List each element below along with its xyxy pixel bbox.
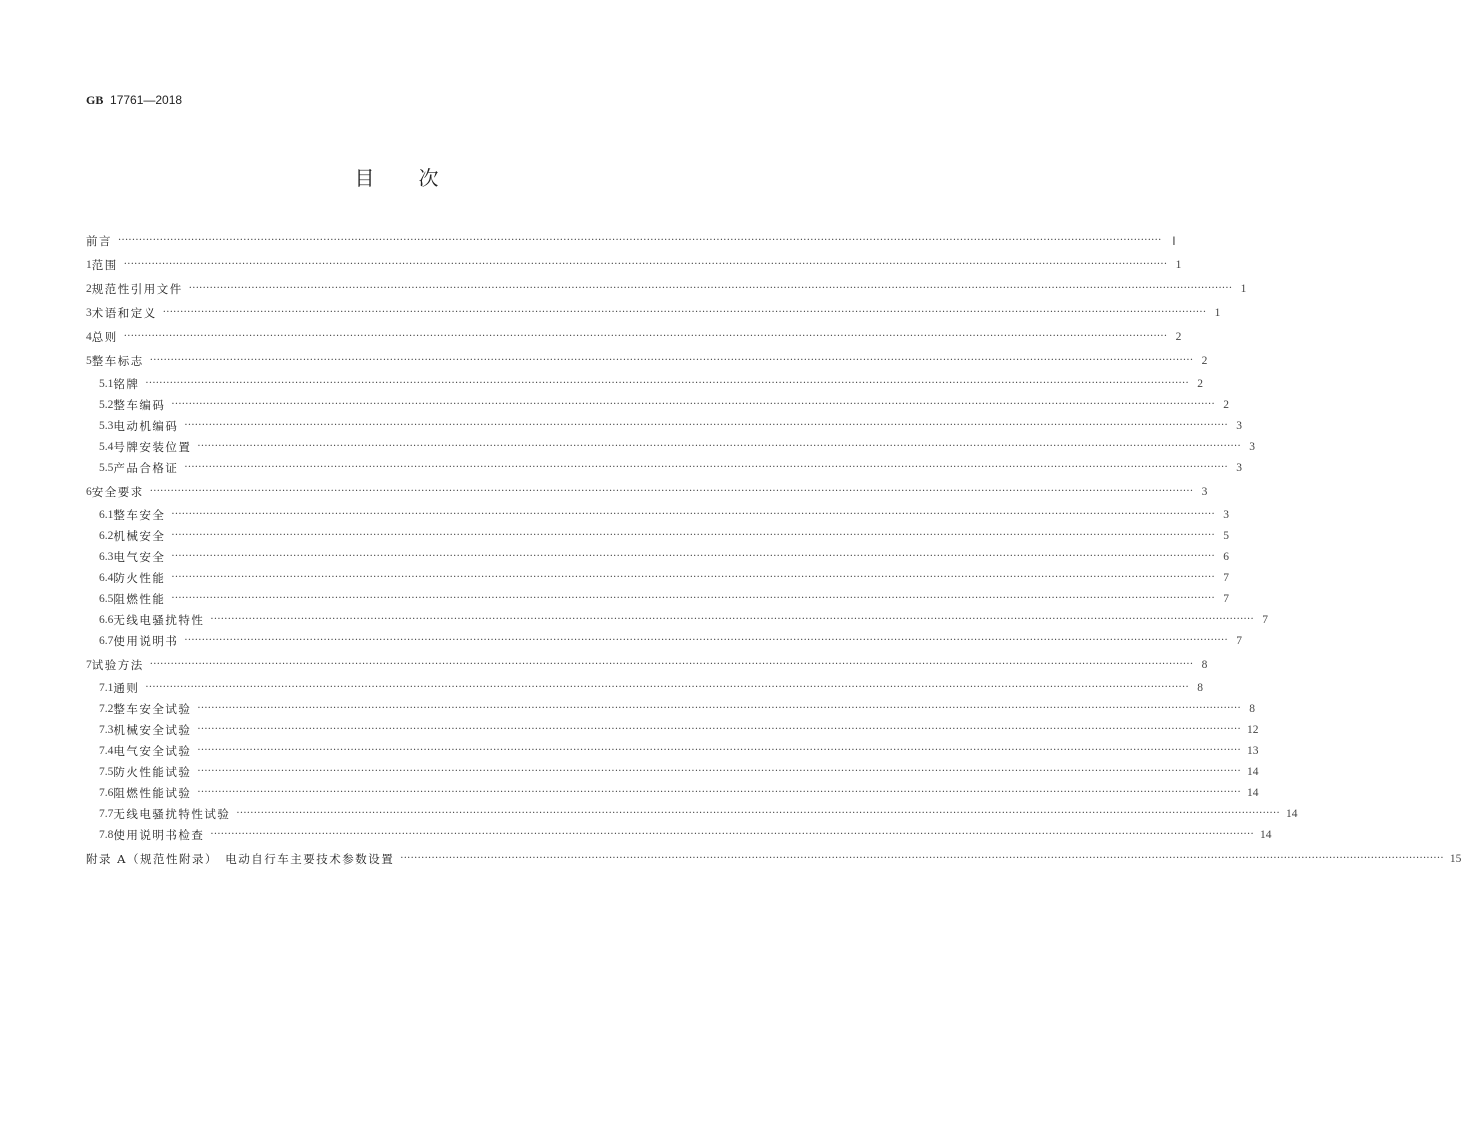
toc-entry[interactable] [86,740,1259,761]
toc-entry-page: 2 [1175,330,1182,343]
toc-entry-label: 阻燃性能 [113,591,166,606]
dot-leader: ············································································································································································································································································································ [197,787,1241,798]
toc-entry-label: 号牌安装位置 [113,439,192,454]
dot-leader: ············································································································································································································································································································ [236,808,1280,819]
toc-entry[interactable] [86,567,1229,588]
toc-entry-page: 6 [1223,550,1229,563]
toc-entry-label: 电气安全试验 [113,743,192,758]
toc-entry-page: 3 [1236,419,1242,432]
toc-entry-number: 7.4 [99,744,114,757]
toc-entry-number: 6.7 [99,634,114,647]
toc-entry-page: 3 [1236,461,1242,474]
toc-entry[interactable] [86,457,1242,478]
toc-entry-page: 13 [1247,744,1259,757]
toc-entry[interactable] [86,394,1229,415]
toc-entry-label: 术语和定义 [91,305,157,320]
toc-entry[interactable] [86,782,1259,803]
dot-leader: ············································································································································································································································································································ [197,724,1241,735]
table-of-contents [86,227,1461,869]
toc-entry-page: 14 [1286,807,1298,820]
dot-leader: ············································································································································································································································································································ [171,551,1215,562]
toc-entry-label: 铭牌 [113,376,140,391]
toc-entry-page: 7 [1262,613,1268,626]
toc-entry-page: 3 [1223,508,1229,521]
dot-leader: ············································································································································································································································································································ [184,462,1228,473]
toc-entry-page: 1 [1240,282,1247,295]
toc-entry-page: 2 [1223,398,1229,411]
standard-code: 17761—2018 [110,93,183,107]
toc-entry-page: Ⅰ [1172,235,1176,248]
dot-leader: ············································································································································································································································································································ [184,420,1228,431]
page-title [0,162,793,191]
toc-entry-number: 7.7 [99,807,114,820]
toc-entry[interactable] [86,719,1259,740]
title-char: 目 [354,166,375,190]
dot-leader: ············································································································································································································································································································ [400,853,1444,864]
toc-entry-page: 8 [1249,702,1255,715]
dot-leader: ············································································································································································································································································································ [197,441,1241,452]
dot-leader: ············································································································································································································································································································ [118,235,1162,246]
toc-entry[interactable] [86,654,1208,675]
toc-entry[interactable] [86,546,1229,567]
toc-entry[interactable] [86,677,1203,698]
toc-entry-label: 安全要求 [91,484,144,499]
toc-entry-label: 防火性能试验 [113,764,192,779]
toc-entry[interactable] [86,254,1182,275]
toc-entry-label: 整车安全 [113,507,166,522]
toc-entry-number: 7.5 [99,765,114,778]
title-char: 次 [418,166,439,190]
dot-leader: ············································································································································································································································································································ [197,766,1241,777]
toc-entry[interactable] [86,373,1203,394]
toc-entry-page: 14 [1247,765,1259,778]
toc-entry-label: 无线电骚扰特性试验 [113,806,231,821]
toc-entry-number: 5.5 [99,461,114,474]
standard-prefix: GB [86,93,104,107]
toc-entry-number: 6.1 [99,508,114,521]
dot-leader: ············································································································································································································································································································ [197,745,1241,756]
dot-leader: ············································································································································································································································································································ [197,703,1241,714]
toc-entry-label: 整车标志 [91,353,144,368]
dot-leader: ············································································································································································································································································································ [149,355,1194,366]
toc-entry-label: 产品合格证 [113,460,179,475]
toc-entry-number: 5.3 [99,419,114,432]
toc-entry-number: 1 [86,258,92,271]
toc-entry-label: 电气安全 [113,549,166,564]
toc-entry-number: 7 [86,658,92,671]
dot-leader: ············································································································································································································································································································ [171,509,1215,520]
toc-entry-label: 无线电骚扰特性 [113,612,205,627]
dot-leader: ············································································································································································································································································································ [171,593,1215,604]
toc-entry-number: 2 [86,282,92,295]
toc-entry[interactable] [86,609,1268,630]
toc-entry-label: 总则 [91,329,118,344]
toc-entry-number: 7.8 [99,828,114,841]
toc-entry-number: 7.6 [99,786,114,799]
dot-leader: ············································································································································································································································································································ [171,530,1215,541]
toc-entry[interactable] [86,350,1208,371]
dot-leader: ············································································································································································································································································································ [145,378,1189,389]
toc-entry-number: 5.4 [99,440,114,453]
toc-entry[interactable] [86,278,1247,299]
toc-entry[interactable] [86,525,1229,546]
dot-leader: ············································································································································································································································································································ [210,614,1254,625]
toc-entry-page: 7 [1223,592,1229,605]
toc-entry-number: 7.2 [99,702,114,715]
toc-entry[interactable] [86,824,1272,845]
toc-entry[interactable] [86,588,1229,609]
toc-entry[interactable] [86,481,1208,502]
toc-entry-page: 14 [1260,828,1272,841]
toc-entry-label: 通则 [113,680,140,695]
dot-leader: ············································································································································································································································································································ [210,829,1254,840]
toc-entry-number: 3 [86,306,92,319]
toc-entry-label: 前言 [86,233,112,248]
toc-entry-label: 试验方法 [91,657,144,672]
toc-entry-label: 阻燃性能试验 [113,785,192,800]
toc-entry-label: 机械安全试验 [113,722,192,737]
dot-leader: ············································································································································································································································································································ [149,486,1194,497]
toc-entry-number: 6.4 [99,571,114,584]
dot-leader: ············································································································································································································································································································ [123,259,1168,270]
toc-entry-label: 规范性引用文件 [91,281,183,296]
dot-leader: ············································································································································································································································································································ [171,572,1215,583]
toc-entry-page: 14 [1247,786,1259,799]
toc-entry-label: 使用说明书 [113,633,179,648]
toc-entry-page: 2 [1197,377,1203,390]
toc-entry[interactable] [86,848,1461,869]
toc-entry-number: 6 [86,485,92,498]
toc-entry-label: 使用说明书检查 [113,827,205,842]
toc-entry[interactable] [86,504,1229,525]
toc-entry[interactable] [86,803,1298,824]
dot-leader: ············································································································································································································································································································ [145,682,1189,693]
toc-entry-number: 6.2 [99,529,114,542]
dot-leader: ············································································································································································································································································································ [188,283,1233,294]
toc-entry[interactable] [86,326,1182,347]
toc-entry-label: 电动机编码 [113,418,179,433]
toc-entry-label: 整车编码 [113,397,166,412]
dot-leader: ············································································································································································································································································································ [149,659,1194,670]
toc-entry[interactable] [86,630,1242,651]
toc-entry-number: 7.3 [99,723,114,736]
toc-entry-page: 7 [1223,571,1229,584]
toc-entry-page: 1 [1175,258,1182,271]
toc-entry-label: 机械安全 [113,528,166,543]
dot-leader: ············································································································································································································································································································ [123,331,1168,342]
toc-entry-page: 8 [1201,658,1208,671]
toc-entry[interactable] [86,698,1255,719]
toc-entry-label: 整车安全试验 [113,701,192,716]
toc-entry[interactable] [86,436,1255,457]
dot-leader: ············································································································································································································································································································ [184,635,1228,646]
toc-entry-page: 8 [1197,681,1203,694]
toc-entry[interactable] [86,761,1259,782]
toc-entry-page: 7 [1236,634,1242,647]
toc-entry-page: 2 [1201,354,1208,367]
toc-entry-page: 3 [1201,485,1208,498]
dot-leader: ············································································································································································································································································································ [171,399,1215,410]
toc-entry-page: 1 [1214,306,1221,319]
toc-entry-number: 5.1 [99,377,114,390]
toc-entry-number: 5.2 [99,398,114,411]
toc-entry-number: 6.6 [99,613,114,626]
toc-entry-label: 范围 [91,257,118,272]
toc-entry-number: 6.5 [99,592,114,605]
toc-entry-label: 附录 A（规范性附录） 电动自行车主要技术参数设置 [86,851,395,866]
toc-entry[interactable] [86,415,1242,436]
toc-entry-page: 5 [1223,529,1229,542]
standard-number [86,93,182,108]
toc-entry-number: 6.3 [99,550,114,563]
toc-entry-page: 15 [1449,852,1461,865]
dot-leader: ············································································································································································································································································································ [162,307,1207,318]
toc-entry-number: 4 [86,330,92,343]
toc-entry-label: 防火性能 [113,570,166,585]
toc-entry-page: 3 [1249,440,1255,453]
toc-entry-page: 12 [1247,723,1259,736]
toc-entry-number: 5 [86,354,92,367]
toc-entry[interactable] [86,302,1221,323]
toc-entry-number: 7.1 [99,681,114,694]
toc-entry[interactable] [86,230,1176,251]
